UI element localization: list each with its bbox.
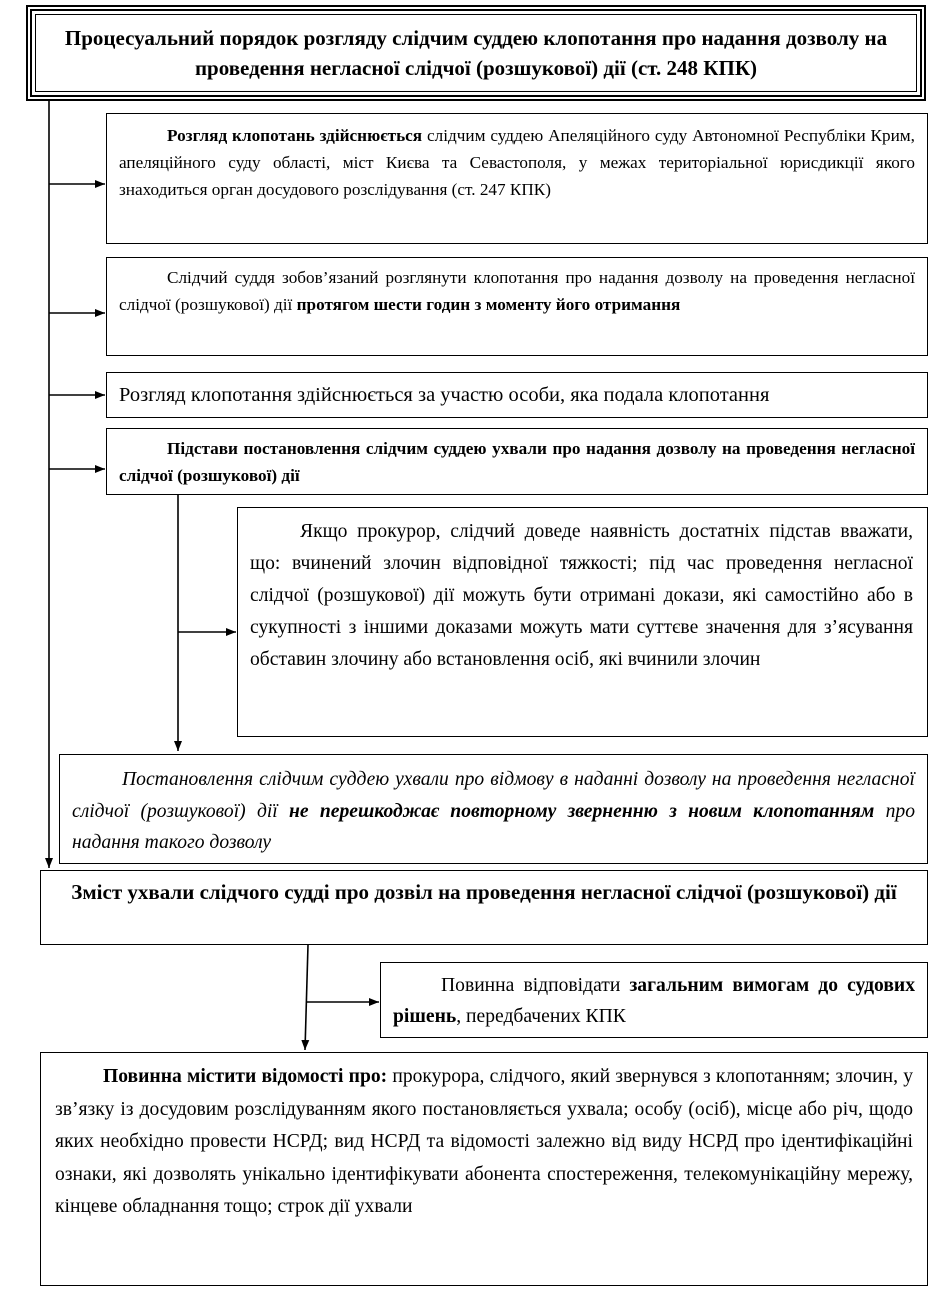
grounds-box	[106, 428, 928, 495]
requirements-box	[380, 962, 928, 1038]
condition-text: Якщо прокурор, слідчий доведе наявність достатніх підстав вважати, що: вчинений злочин відповідної тяжкості; під час проведення негласної слідчої (розшукової) дії можуть бути отримані докази, які самостійно або в сукупності з іншими доказами можуть мати суттєве значення для з’ясування обставин злочину або встановлення осіб, які вчинили злочин	[250, 521, 913, 670]
content-title: Зміст ухвали слідчого судді про дозвіл на проведення негласної слідчої (розшукової) дії	[71, 880, 897, 904]
title-text: Процесуальний порядок розгляду слідчим суддею клопотання про надання дозволу на проведення негласної слідчої (розшукової) дії (ст. 248 КПК)	[35, 14, 917, 92]
content-spine-line	[305, 945, 308, 1050]
refusal-bold-text: не перешкоджає повторному зверненню з новим клопотанням	[289, 800, 875, 822]
courts-text: слідчим суддею Апеляційного суду Автономної Республіки Крим, апеляційного суду області, міст Києва та Севастополя, у межах територіальної юрисдикції якого знаходиться орган досудового розслідування (ст. 247 КПК)	[119, 126, 915, 199]
courts-box	[106, 113, 928, 244]
refusal-text-end: про надання такого дозволу	[72, 800, 915, 853]
deadline-bold-text: протягом шести годин з моменту його отримання	[296, 295, 681, 314]
deadline-box	[106, 257, 928, 356]
title-box	[26, 5, 926, 101]
refusal-box	[59, 754, 928, 864]
courts-bold-text: Розгляд клопотань здійснюється	[167, 126, 423, 145]
info-box	[40, 1052, 928, 1286]
deadline-text: Слідчий суддя зобов’язаний розглянути клопотання про надання дозволу на проведення негласної слідчої (розшукової) дії	[119, 268, 915, 314]
requirements-text-end: , передбачених КПК	[456, 1006, 626, 1027]
content-box	[40, 870, 928, 945]
requirements-text-start: Повинна відповідати	[441, 975, 630, 996]
condition-box	[237, 507, 928, 737]
participation-text: Розгляд клопотання здійснюється за участю особи, яка подала клопотання	[119, 384, 770, 406]
info-text: прокурора, слідчого, який звернувся з клопотанням; злочин, у зв’язку із досудовим розслідуванням якого постановляється ухвала; особу (осіб), місце або річ, щодо яких необхідно провести НСРД; вид НСРД та відомості залежно від виду НСРД про ідентифікаційні ознаки, які дозволять унікально ідентифікувати абонента спостереження, телекомунікаційну мережу, кінцеве обладнання тощо; строк дії ухвали	[55, 1066, 913, 1217]
info-bold-text: Повинна містити відомості про:	[103, 1066, 388, 1087]
grounds-bold-text: Підстави постановлення слідчим суддею ухвали про надання дозволу на проведення негласної слідчої (розшукової) дії	[119, 439, 915, 485]
participation-box	[106, 372, 928, 418]
refusal-text-start: Постановлення слідчим суддею ухвали про відмову в наданні дозволу на проведення негласної слідчої (розшукової) дії	[72, 769, 915, 822]
requirements-bold-text: загальним вимогам до судових рішень	[393, 975, 915, 1027]
